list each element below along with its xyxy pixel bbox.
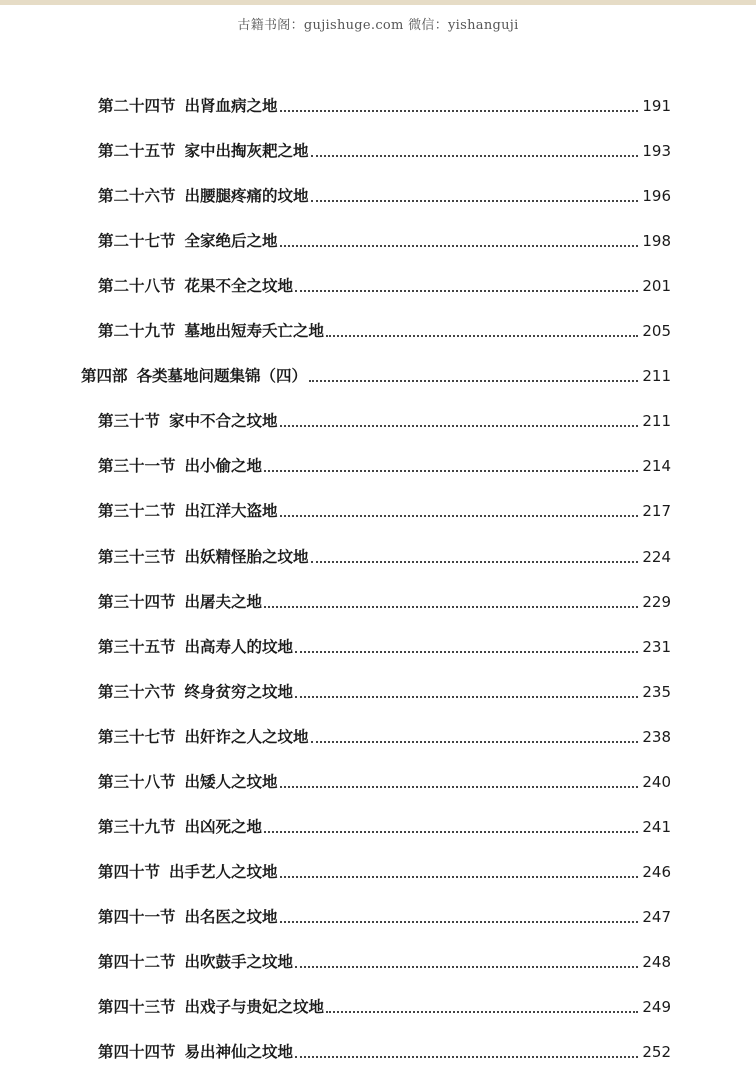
toc-title: 出奸诈之人之坟地 [184, 727, 309, 746]
toc-dot-leader [264, 831, 638, 833]
toc-section-number: 第二十八节 [98, 277, 176, 296]
toc-title: 出腰腿疼痛的坟地 [184, 187, 309, 206]
toc-page-number: 211 [642, 367, 671, 386]
toc-dot-leader [311, 200, 639, 202]
toc-title: 出戏子与贵妃之坟地 [184, 998, 325, 1016]
toc-title: 家中不合之坟地 [169, 412, 278, 431]
toc-entry [98, 492, 671, 522]
toc-entry [98, 673, 671, 703]
toc-entry [98, 1033, 671, 1063]
toc-entry [98, 267, 671, 297]
toc-dot-leader [280, 876, 639, 878]
toc-page-number: 217 [642, 502, 671, 521]
toc-page-number: 231 [642, 637, 671, 656]
toc-page-number: 211 [642, 412, 671, 431]
toc-entry [98, 177, 671, 207]
toc-dot-leader [280, 921, 639, 923]
toc-entry [98, 988, 671, 1018]
toc-dot-leader [309, 380, 638, 382]
toc-entry [98, 132, 671, 162]
toc-entry [98, 402, 671, 432]
toc-page-number: 191 [642, 97, 671, 115]
toc-page-number: 240 [642, 772, 671, 791]
toc-dot-leader [280, 425, 639, 427]
toc-section-number: 第二十九节 [98, 322, 176, 341]
toc-entry [98, 312, 671, 342]
toc-section-number: 第三十一节 [98, 457, 176, 476]
toc-title: 全家绝后之地 [184, 232, 278, 251]
toc-entry [98, 808, 671, 838]
toc-title: 出吹鼓手之坟地 [184, 952, 294, 971]
toc-page-number: 246 [642, 862, 671, 881]
page-top-strip [0, 0, 756, 5]
toc-dot-leader [280, 245, 639, 247]
toc-section-number: 第三十节 [98, 412, 161, 431]
toc-section-number: 第四十节 [98, 862, 161, 881]
toc-section-number: 第三十六节 [98, 682, 176, 701]
toc-page-number: 248 [642, 952, 671, 971]
toc-dot-leader [280, 110, 639, 112]
toc-dot-leader [326, 1011, 638, 1013]
toc-dot-leader [264, 470, 638, 472]
toc-part-entry [81, 357, 671, 387]
toc-title: 花果不全之坟地 [184, 277, 294, 296]
toc-section-number: 第三十五节 [98, 637, 176, 656]
toc-entry [98, 222, 671, 252]
toc-dot-leader [311, 155, 639, 157]
toc-entry [98, 853, 671, 883]
toc-dot-leader [326, 335, 638, 337]
toc-page-number: 198 [642, 232, 671, 251]
toc-section-number: 第三十三节 [98, 547, 176, 566]
page-header-watermark: 古籍书阁：gujishuge.com 微信：yishanguji [237, 18, 519, 33]
toc-section-number: 第三十二节 [98, 502, 176, 521]
toc-title: 出屠夫之地 [184, 592, 263, 611]
toc-section-number: 第三十四节 [98, 592, 176, 611]
toc-title: 易出神仙之坟地 [184, 1043, 294, 1062]
toc-dot-leader [311, 561, 639, 563]
toc-page-number: 252 [642, 1043, 671, 1062]
toc-page-number: 241 [642, 817, 671, 836]
toc-dot-leader [295, 1056, 638, 1058]
toc-section-number: 第四十四节 [98, 1043, 176, 1062]
toc-entry [98, 87, 671, 117]
toc-section-number: 第二十四节 [98, 97, 176, 115]
toc-title: 出江洋大盗地 [184, 502, 278, 521]
toc-section-number: 第二十七节 [98, 232, 176, 251]
toc-page-number: 247 [642, 907, 671, 926]
toc-entry [98, 718, 671, 748]
toc-dot-leader [295, 696, 638, 698]
toc-section-number: 第三十八节 [98, 772, 176, 791]
toc-page-number: 249 [642, 998, 671, 1016]
toc-entry [98, 583, 671, 613]
toc-dot-leader [295, 966, 638, 968]
toc-entry [98, 538, 671, 568]
toc-title: 出矮人之坟地 [184, 772, 278, 791]
toc-page-number: 229 [642, 592, 671, 611]
toc-dot-leader [295, 651, 638, 653]
toc-entry [98, 628, 671, 658]
toc-entry [98, 763, 671, 793]
toc-title: 出肾血病之地 [184, 97, 278, 115]
toc-title: 出名医之坟地 [184, 907, 278, 926]
toc-dot-leader [280, 515, 639, 517]
toc-title: 出手艺人之坟地 [169, 862, 278, 881]
toc-section-number: 第四十一节 [98, 907, 176, 926]
toc-entry [98, 447, 671, 477]
toc-section-number: 第二十五节 [98, 142, 176, 161]
toc-section-number: 第四部 [81, 367, 128, 386]
toc-section-number: 第三十七节 [98, 727, 176, 746]
toc-section-number: 第二十六节 [98, 187, 176, 206]
toc-page-number: 201 [642, 277, 671, 296]
toc-dot-leader [264, 606, 638, 608]
toc-section-number: 第四十二节 [98, 952, 176, 971]
toc-section-number: 第四十三节 [98, 998, 176, 1016]
toc-dot-leader [280, 786, 639, 788]
toc-page-number: 214 [642, 457, 671, 476]
toc-page-number: 205 [642, 322, 671, 341]
toc-page-number: 238 [642, 727, 671, 746]
toc-entry [98, 943, 671, 973]
toc-title: 出凶死之地 [184, 817, 263, 836]
toc-section-number: 第三十九节 [98, 817, 176, 836]
toc-title: 各类墓地问题集锦（四） [136, 367, 308, 386]
toc-page-number: 235 [642, 682, 671, 701]
toc-dot-leader [295, 290, 638, 292]
toc-title: 终身贫穷之坟地 [184, 682, 294, 701]
toc-title: 出妖精怪胎之坟地 [184, 547, 309, 566]
toc-page-number: 193 [642, 142, 671, 161]
toc-page-number: 224 [642, 547, 671, 566]
toc-page-number: 196 [642, 187, 671, 206]
toc-title: 出小偷之地 [184, 457, 263, 476]
toc-entry [98, 898, 671, 928]
toc-dot-leader [311, 741, 639, 743]
toc-title: 墓地出短寿夭亡之地 [184, 322, 325, 341]
toc-title: 出高寿人的坟地 [184, 637, 294, 656]
toc-title: 家中出掏灰耙之地 [184, 142, 309, 161]
